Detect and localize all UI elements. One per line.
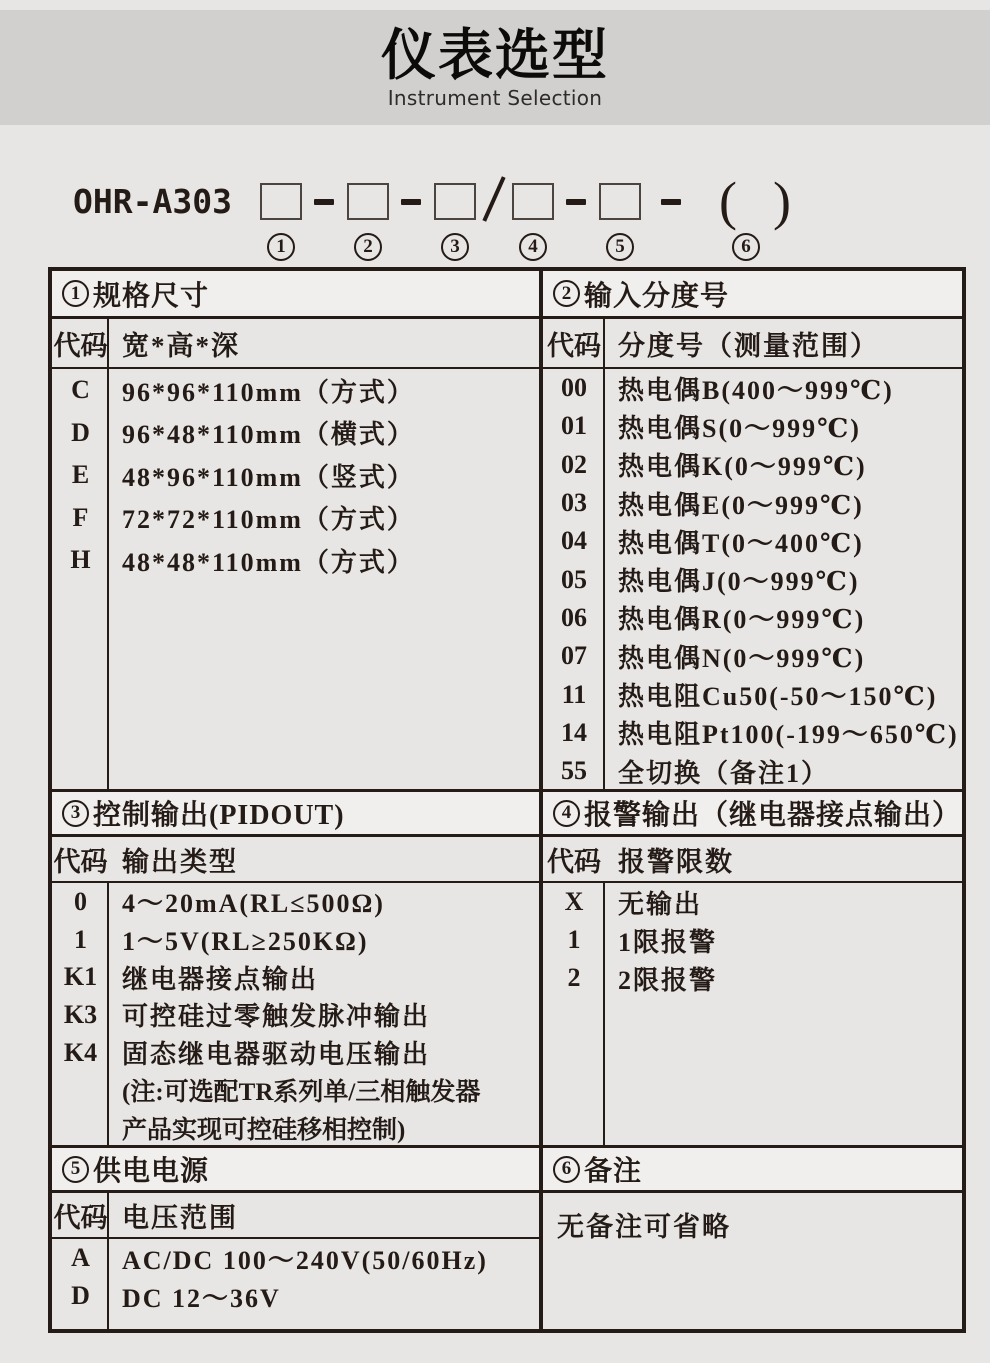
row-desc: 热电偶T(0～400℃)	[618, 528, 864, 558]
table-row	[52, 1109, 539, 1145]
dash-icon	[661, 199, 681, 205]
column-header-code: 代码	[547, 846, 601, 877]
row-desc: 继电器接点输出	[122, 964, 319, 994]
dash-separator	[554, 183, 599, 220]
row-note: 产品实现可控硅移相控制)	[122, 1116, 406, 1144]
column-divider	[107, 1193, 109, 1329]
table-row	[52, 497, 539, 540]
row-code: 14	[561, 717, 587, 747]
row-code: 03	[561, 488, 587, 518]
column-header-code: 代码	[547, 330, 601, 361]
column-header-desc: 电压范围	[122, 1202, 238, 1233]
row-code: 00	[561, 373, 587, 403]
page-subtitle: Instrument Selection	[387, 85, 603, 110]
row-code: 05	[561, 564, 587, 594]
row-code: 1	[74, 924, 87, 954]
slash-icon	[482, 176, 505, 221]
table-row	[543, 599, 962, 637]
row-desc: 热电偶R(0～999℃)	[618, 605, 866, 635]
column-header-desc: 宽*高*深	[122, 330, 240, 361]
position-number-6: 6	[732, 233, 760, 261]
open-paren: (	[718, 171, 737, 231]
code-box	[599, 183, 641, 220]
table-row	[543, 959, 962, 997]
model-code-diagram	[260, 171, 791, 261]
section-5-content	[52, 1193, 543, 1329]
position-number-4: 4	[519, 233, 547, 261]
dash-separator	[302, 183, 347, 220]
selection-table	[48, 267, 966, 1333]
row-desc: 热电阻Pt100(-199～650℃)	[618, 720, 959, 750]
row-desc: 2限报警	[618, 965, 718, 995]
table-row	[52, 369, 539, 412]
row-code: K4	[63, 1037, 98, 1067]
row-note: (注:可选配TR系列单/三相触发器	[122, 1079, 481, 1107]
page-title: 仪表选型	[380, 23, 609, 88]
row-desc: 热电偶E(0～999℃)	[618, 490, 864, 520]
column-divider	[603, 319, 605, 789]
table-row	[543, 752, 962, 789]
section-title-text: 备注	[584, 1156, 643, 1187]
table-row	[543, 883, 962, 921]
section-title-text: 控制输出(PIDOUT)	[93, 800, 345, 831]
section-4-content	[543, 837, 962, 1145]
section-title-text: 供电电源	[93, 1156, 210, 1187]
column-header-desc: 报警限数	[618, 846, 734, 877]
column-header-desc: 分度号（测量范围）	[618, 330, 879, 361]
table-row	[52, 412, 539, 455]
table-row	[543, 675, 962, 713]
column-header-desc: 输出类型	[122, 846, 238, 877]
parentheses-slot	[718, 171, 791, 231]
code-box	[512, 183, 554, 220]
row-code: X	[564, 887, 584, 916]
column-header-code: 代码	[53, 330, 108, 361]
circled-number-icon: 3	[62, 800, 89, 827]
slash-separator	[476, 183, 512, 220]
model-position-4	[512, 183, 554, 261]
model-code-line	[73, 171, 990, 261]
model-prefix: OHR-A303	[73, 182, 232, 221]
table-row	[52, 958, 539, 996]
row-desc: 1～5V(RL≥250KΩ)	[122, 927, 369, 957]
row-code: A	[71, 1243, 90, 1272]
code-box	[347, 183, 389, 220]
column-header-row	[543, 837, 962, 883]
row-code: K1	[63, 962, 98, 992]
row-code: 04	[561, 526, 587, 556]
section-6-content	[543, 1193, 962, 1329]
remark-note: 无备注可省略	[557, 1212, 731, 1242]
position-number-3: 3	[441, 233, 469, 261]
row-desc: 96*96*110mm（方式）	[122, 377, 415, 407]
model-position-1	[260, 183, 302, 261]
section-2-title	[543, 271, 962, 319]
row-code: 2	[567, 963, 581, 992]
model-position-3	[434, 183, 476, 261]
dash-icon	[566, 199, 586, 205]
row-code: 06	[561, 602, 587, 632]
row-code: 11	[561, 679, 587, 709]
section-2-content	[543, 319, 962, 789]
section-1-content	[52, 319, 543, 789]
table-row	[543, 714, 962, 752]
section-title-text: 报警输出（继电器接点输出）	[584, 800, 962, 831]
row-code: H	[70, 545, 91, 575]
table-row	[543, 522, 962, 560]
row-desc: AC/DC 100～240V(50/60Hz)	[122, 1245, 488, 1275]
table-row	[52, 883, 539, 921]
position-number-1: 1	[267, 233, 295, 261]
column-header-row	[52, 319, 539, 369]
row-code: F	[72, 502, 89, 532]
dash-icon	[314, 199, 334, 205]
row-desc: 热电偶B(400～999℃)	[618, 375, 894, 405]
column-header-row	[52, 1193, 539, 1239]
table-row	[52, 1239, 539, 1277]
code-box	[260, 183, 302, 220]
table-row	[52, 1071, 539, 1109]
table-row	[52, 454, 539, 497]
row-code: D	[71, 417, 90, 447]
section-6-title	[543, 1145, 962, 1193]
column-divider	[107, 881, 109, 1145]
table-row	[52, 996, 539, 1034]
row-desc: 1限报警	[618, 927, 718, 957]
row-desc: 热电阻Cu50(-50～150℃)	[618, 682, 938, 712]
column-header-row	[52, 837, 539, 883]
row-code: D	[71, 1281, 90, 1310]
table-row	[543, 637, 962, 675]
row-code: 0	[74, 886, 87, 916]
table-row	[52, 539, 539, 582]
table-row	[52, 1034, 539, 1072]
row-desc: 热电偶J(0～999℃)	[618, 567, 860, 597]
row-code: C	[71, 375, 90, 405]
section-1-title	[52, 271, 543, 319]
column-header-code: 代码	[53, 846, 108, 877]
column-header-code: 代码	[53, 1202, 108, 1233]
section-3-title	[52, 789, 543, 837]
column-header-row	[543, 319, 962, 369]
row-desc: 热电偶K(0～999℃)	[618, 452, 867, 482]
row-desc: 热电偶S(0～999℃)	[618, 413, 861, 443]
position-number-2: 2	[354, 233, 382, 261]
code-box	[434, 183, 476, 220]
table-row	[543, 560, 962, 598]
model-position-2	[347, 183, 389, 261]
model-position-5	[599, 183, 641, 261]
close-paren: )	[772, 171, 791, 231]
row-desc: 全切换（备注1）	[618, 758, 830, 788]
row-desc: 96*48*110mm（横式）	[122, 420, 415, 450]
model-position-6	[701, 171, 791, 261]
row-code: 01	[561, 411, 587, 441]
table-row	[543, 446, 962, 484]
table-row	[543, 369, 962, 407]
circled-number-icon: 4	[553, 800, 580, 827]
circled-number-icon: 2	[553, 280, 580, 307]
column-divider	[107, 319, 109, 789]
row-code: 02	[561, 449, 587, 479]
dash-separator	[389, 183, 434, 220]
row-desc: 无输出	[618, 889, 703, 919]
table-row	[52, 1277, 539, 1315]
row-desc: 48*96*110mm（竖式）	[122, 462, 415, 492]
dash-icon	[401, 199, 421, 205]
circled-number-icon: 1	[62, 280, 89, 307]
table-row	[543, 484, 962, 522]
position-number-5: 5	[606, 233, 634, 261]
section-5-title	[52, 1145, 543, 1193]
row-desc: 48*48*110mm（方式）	[122, 547, 415, 577]
row-desc: 72*72*110mm（方式）	[122, 505, 415, 535]
row-desc: DC 12～36V	[122, 1283, 281, 1313]
row-code: K3	[63, 999, 98, 1029]
title-banner	[0, 10, 990, 125]
row-desc: 可控硅过零触发脉冲输出	[122, 1002, 431, 1032]
section-4-title	[543, 789, 962, 837]
circled-number-icon: 6	[553, 1156, 580, 1183]
section-3-content	[52, 837, 543, 1145]
circled-number-icon: 5	[62, 1156, 89, 1183]
section-title-text: 规格尺寸	[93, 280, 210, 312]
row-desc: 4～20mA(RL≤500Ω)	[122, 889, 385, 919]
table-row	[543, 921, 962, 959]
row-desc: 固态继电器驱动电压输出	[122, 1040, 431, 1070]
dash-separator	[641, 183, 701, 220]
row-code: E	[71, 460, 90, 490]
table-row	[52, 921, 539, 959]
row-code: 07	[561, 641, 587, 671]
column-divider	[603, 881, 605, 1145]
section-title-text: 输入分度号	[584, 280, 730, 312]
row-code: 1	[567, 925, 581, 954]
row-desc: 热电偶N(0～999℃)	[618, 643, 866, 673]
row-code: 55	[561, 756, 587, 786]
table-row	[543, 407, 962, 445]
